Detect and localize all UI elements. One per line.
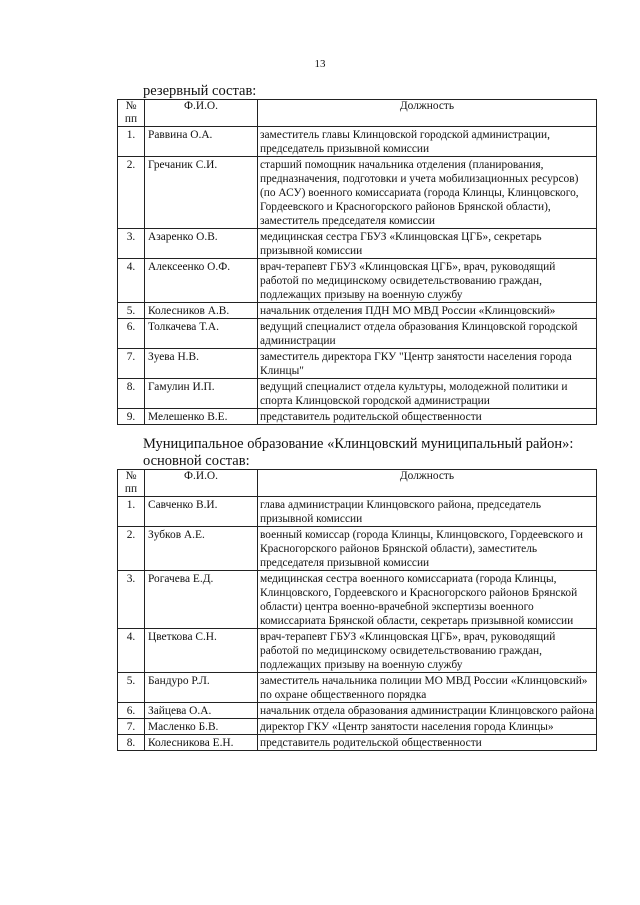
page-number: 13 [314, 58, 326, 70]
row-number: 8. [118, 735, 145, 751]
municipal-heading: Муниципальное образование «Клинцовский муниципальный район»: основной состав: [143, 436, 574, 469]
row-name: Рогачева Е.Д. [145, 571, 258, 629]
header-num: № пп [118, 100, 145, 127]
row-position: заместитель начальника полиции МО МВД России «Клинцовский» по охране общественного порядка [258, 673, 597, 703]
table-row [118, 703, 597, 719]
table-row [118, 719, 597, 735]
table-row [118, 673, 597, 703]
row-name: Зубков А.Е. [145, 527, 258, 571]
row-number: 6. [118, 319, 145, 349]
header-name: Ф.И.О. [145, 100, 258, 127]
table-row [118, 157, 597, 229]
table-header-row [118, 100, 597, 127]
row-position: врач-терапевт ГБУЗ «Клинцовская ЦГБ», врач, руководящий работой по медицинскому освидетельствованию граждан, подлежащих призыву на военную службу [258, 629, 597, 673]
table-row [118, 259, 597, 303]
row-position: старший помощник начальника отделения (планирования, предназначения, подготовки и учета мобилизационных ресурсов) (по АСУ) военного комиссариата (города Клинцы, Клинцовского, Гордеевского и Красногорского районов Брянской области), заместитель председателя комиссии [258, 157, 597, 229]
row-number: 7. [118, 349, 145, 379]
row-number: 6. [118, 703, 145, 719]
table-row [118, 571, 597, 629]
header-name: Ф.И.О. [145, 470, 258, 497]
main-table [117, 469, 597, 751]
table-row [118, 409, 597, 425]
row-name: Раввина О.А. [145, 127, 258, 157]
row-number: 5. [118, 673, 145, 703]
table-row [118, 319, 597, 349]
header-position: Должность [258, 100, 597, 127]
header-num: № пп [118, 470, 145, 497]
reserve-heading: резервный состав: [143, 83, 257, 99]
table-header-row [118, 470, 597, 497]
row-name: Толкачева Т.А. [145, 319, 258, 349]
row-name: Алексеенко О.Ф. [145, 259, 258, 303]
header-position: Должность [258, 470, 597, 497]
row-position: врач-терапевт ГБУЗ «Клинцовская ЦГБ», врач, руководящий работой по медицинскому освидетельствованию граждан, подлежащих призыву на военную службу [258, 259, 597, 303]
row-position: представитель родительской общественности [258, 735, 597, 751]
row-name: Цветкова С.Н. [145, 629, 258, 673]
row-position: представитель родительской общественности [258, 409, 597, 425]
row-number: 3. [118, 229, 145, 259]
table-row [118, 527, 597, 571]
table-row [118, 629, 597, 673]
row-position: медицинская сестра ГБУЗ «Клинцовская ЦГБ», секретарь призывной комиссии [258, 229, 597, 259]
table-row [118, 735, 597, 751]
row-name: Гречаник С.И. [145, 157, 258, 229]
row-number: 7. [118, 719, 145, 735]
table-row [118, 497, 597, 527]
row-name: Гамулин И.П. [145, 379, 258, 409]
row-number: 3. [118, 571, 145, 629]
row-position: директор ГКУ «Центр занятости населения города Клинцы» [258, 719, 597, 735]
row-position: заместитель главы Клинцовской городской администрации, председатель призывной комиссии [258, 127, 597, 157]
row-name: Масленко Б.В. [145, 719, 258, 735]
row-name: Колесникова Е.Н. [145, 735, 258, 751]
row-number: 1. [118, 497, 145, 527]
row-name: Колесников А.В. [145, 303, 258, 319]
row-position: начальник отделения ПДН МО МВД России «Клинцовский» [258, 303, 597, 319]
row-name: Мелешенко В.Е. [145, 409, 258, 425]
row-position: заместитель директора ГКУ "Центр занятости населения города Клинцы" [258, 349, 597, 379]
row-number: 1. [118, 127, 145, 157]
row-position: военный комиссар (города Клинцы, Клинцовского, Гордеевского и Красногорского районов Брянской области), заместитель председателя призывной комиссии [258, 527, 597, 571]
table-row [118, 303, 597, 319]
table-row [118, 127, 597, 157]
table-row [118, 349, 597, 379]
table-row [118, 379, 597, 409]
table-row [118, 229, 597, 259]
row-number: 8. [118, 379, 145, 409]
row-name: Азаренко О.В. [145, 229, 258, 259]
row-position: ведущий специалист отдела культуры, молодежной политики и спорта Клинцовской городской администрации [258, 379, 597, 409]
row-number: 5. [118, 303, 145, 319]
row-name: Бандуро Р.Л. [145, 673, 258, 703]
row-position: медицинская сестра военного комиссариата (города Клинцы, Клинцовского, Гордеевского и Красногорского районов Брянской области) центра военно-врачебной экспертизы военного комиссариата Брянской области, секретарь призывной комиссии [258, 571, 597, 629]
row-number: 4. [118, 259, 145, 303]
row-position: глава администрации Клинцовского района, председатель призывной комиссии [258, 497, 597, 527]
reserve-table [117, 99, 597, 425]
row-position: ведущий специалист отдела образования Клинцовской городской администрации [258, 319, 597, 349]
row-number: 9. [118, 409, 145, 425]
row-number: 2. [118, 157, 145, 229]
row-name: Зайцева О.А. [145, 703, 258, 719]
row-number: 2. [118, 527, 145, 571]
row-name: Зуева Н.В. [145, 349, 258, 379]
row-name: Савченко В.И. [145, 497, 258, 527]
row-position: начальник отдела образования администрации Клинцовского района [258, 703, 597, 719]
row-number: 4. [118, 629, 145, 673]
